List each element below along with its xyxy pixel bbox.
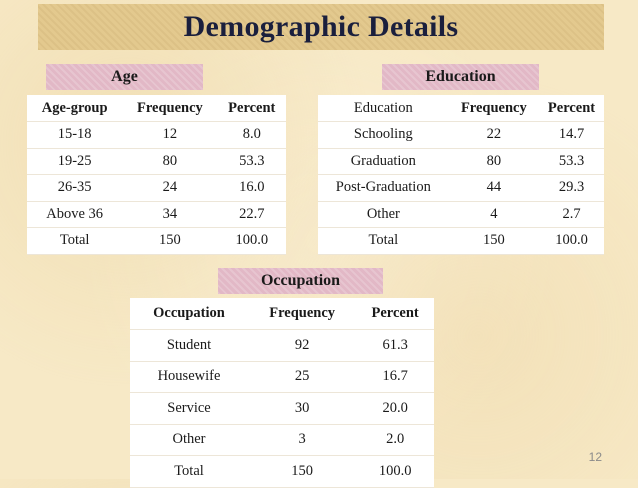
table-cell: 100.0 [218, 228, 286, 255]
table-cell: 100.0 [356, 456, 434, 488]
age-table [27, 95, 286, 255]
table-row [27, 201, 286, 228]
column-header: Percent [356, 298, 434, 330]
table-row [130, 393, 434, 425]
table-cell: 150 [248, 456, 356, 488]
education-section-label: Education [382, 64, 539, 90]
table-row [27, 175, 286, 202]
table-cell: 4 [449, 201, 539, 228]
table-cell: 3 [248, 424, 356, 456]
table-cell: 53.3 [539, 148, 604, 175]
table-cell: Graduation [318, 148, 449, 175]
table-cell: 80 [449, 148, 539, 175]
table-cell: 61.3 [356, 330, 434, 362]
table-cell: 29.3 [539, 175, 604, 202]
column-header: Percent [218, 95, 286, 122]
table-cell: 92 [248, 330, 356, 362]
table-cell: 26-35 [27, 175, 122, 202]
table-cell: 12 [122, 122, 217, 149]
table-cell: 8.0 [218, 122, 286, 149]
table-header-row [130, 298, 434, 330]
column-header: Occupation [130, 298, 248, 330]
table-row-total [27, 228, 286, 255]
table-row-total [130, 456, 434, 488]
table-header-row [27, 95, 286, 122]
table-cell: Other [130, 424, 248, 456]
column-header: Percent [539, 95, 604, 122]
table-cell: 22 [449, 122, 539, 149]
table-cell: Post-Graduation [318, 175, 449, 202]
table-cell: 25 [248, 361, 356, 393]
age-section-label: Age [46, 64, 203, 90]
table-cell: Above 36 [27, 201, 122, 228]
table-cell: 19-25 [27, 148, 122, 175]
table-cell: 16.0 [218, 175, 286, 202]
occupation-table [130, 298, 434, 488]
table-cell: Total [130, 456, 248, 488]
table-cell: 15-18 [27, 122, 122, 149]
table-cell: Total [27, 228, 122, 255]
table-cell: 16.7 [356, 361, 434, 393]
table-row [130, 361, 434, 393]
table-cell: 30 [248, 393, 356, 425]
table-cell: Service [130, 393, 248, 425]
table-row [318, 201, 604, 228]
table-header-row [318, 95, 604, 122]
page-title: Demographic Details [183, 10, 459, 43]
table-cell: 22.7 [218, 201, 286, 228]
table-cell: 2.0 [356, 424, 434, 456]
table-cell: 34 [122, 201, 217, 228]
column-header: Education [318, 95, 449, 122]
table-row [27, 122, 286, 149]
table-cell: Other [318, 201, 449, 228]
table-cell: 150 [122, 228, 217, 255]
table-cell: 150 [449, 228, 539, 255]
table-cell: Total [318, 228, 449, 255]
education-table [318, 95, 604, 255]
table-row-total [318, 228, 604, 255]
table-cell: 2.7 [539, 201, 604, 228]
column-header: Frequency [449, 95, 539, 122]
table-row [318, 175, 604, 202]
title-banner [38, 4, 604, 50]
column-header: Frequency [248, 298, 356, 330]
table-cell: Housewife [130, 361, 248, 393]
table-cell: 24 [122, 175, 217, 202]
occupation-section-label: Occupation [218, 268, 383, 294]
table-row [318, 148, 604, 175]
table-cell: Schooling [318, 122, 449, 149]
table-cell: 14.7 [539, 122, 604, 149]
table-cell: 44 [449, 175, 539, 202]
column-header: Frequency [122, 95, 217, 122]
table-cell: 20.0 [356, 393, 434, 425]
column-header: Age-group [27, 95, 122, 122]
table-cell: 80 [122, 148, 217, 175]
table-row [130, 424, 434, 456]
table-row [318, 122, 604, 149]
table-cell: Student [130, 330, 248, 362]
table-row [130, 330, 434, 362]
slide-number: 12 [588, 450, 602, 464]
table-row [27, 148, 286, 175]
table-cell: 100.0 [539, 228, 604, 255]
table-cell: 53.3 [218, 148, 286, 175]
